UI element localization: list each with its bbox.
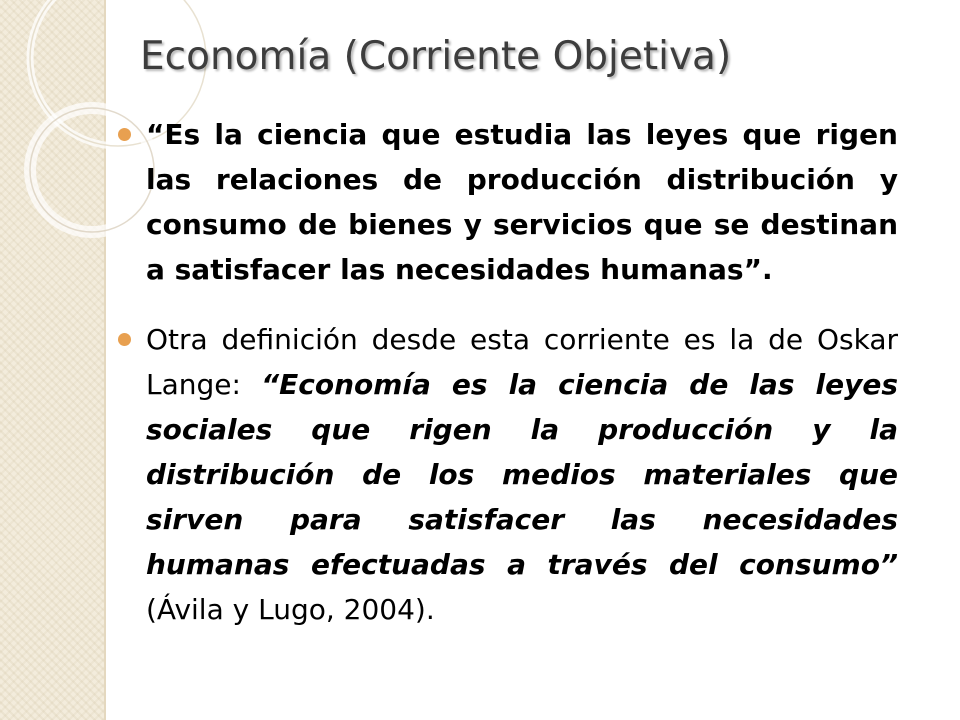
- bullet-item-lange: [118, 317, 898, 632]
- bullet-list: [118, 112, 898, 632]
- lange-quote: “Economía es la ciencia de las leyes sociales que rigen la producción y la distribución de los medios materiales que sirven para satisfacer las necesidades humanas efectuadas a través del consumo”: [146, 368, 898, 581]
- bullet-item-definition: [118, 112, 898, 292]
- decorative-side-band: [0, 0, 106, 720]
- bullet-dot-icon: [118, 333, 131, 346]
- definition-quote: “Es la ciencia que estudia las leyes que rigen las relaciones de producción distribución y consumo de bienes y servicios que se destinan a satisfacer las necesidades humanas”.: [146, 118, 898, 286]
- bullet-dot-icon: [118, 128, 131, 141]
- slide-title: Economía (Corriente Objetiva): [140, 34, 732, 79]
- lange-intro: Otra definición desde esta corriente es la de Oskar Lange:: [146, 323, 898, 401]
- citation: (Ávila y Lugo, 2004).: [146, 593, 435, 626]
